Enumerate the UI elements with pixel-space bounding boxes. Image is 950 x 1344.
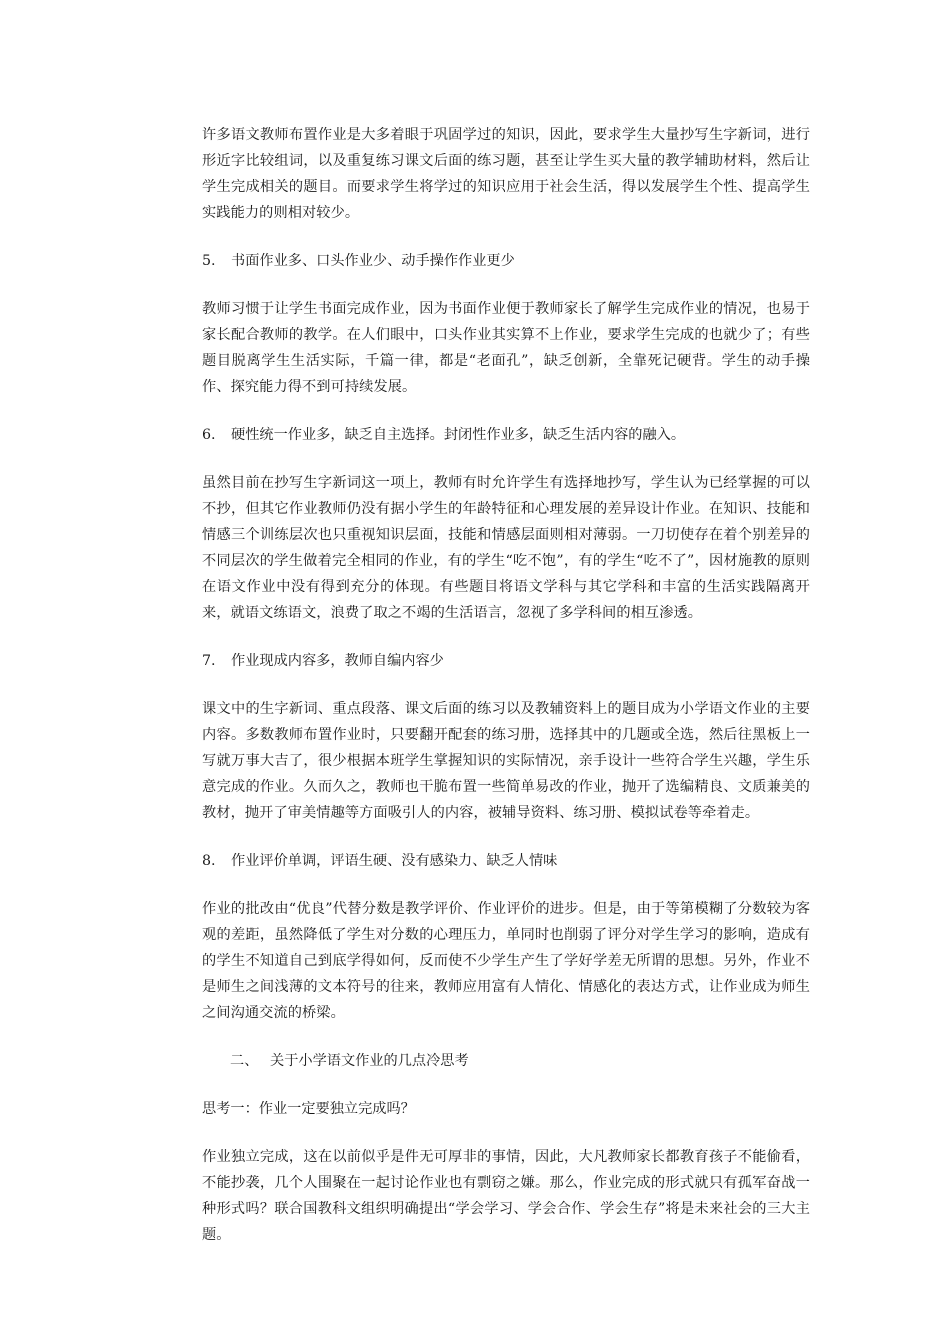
item-heading-6 <box>202 422 810 448</box>
paragraph-reflection-1: 作业独立完成，这在以前似乎是件无可厚非的事情，因此，大凡教师家长都教育孩子不能偷看，不能抄袭，几个人围聚在一起讨论作业也有剽窃之嫌。那么，作业完成的形式就只有孤军奋战一种形式吗？联合国教科文组织明确提出“学会学习、学会合作、学会生存”将是未来社会的三大主题。 <box>202 1149 810 1243</box>
item-heading-8 <box>202 848 810 874</box>
paragraph-6: 虽然目前在抄写生字新词这一项上，教师有时允许学生有选择地抄写，学生认为已经掌握的可以不抄，但其它作业教师仍没有据小学生的年龄特征和心理发展的差异设计作业。在知识、技能和情感三个训练层次也只重视知识层面，技能和情感层面则相对薄弱。一刀切使存在着个别差异的不同层次的学生做着完全相同的作业，有的学生“吃不饱”，有的学生“吃不了”，因材施教的原则在语文作业中没有得到充分的体现。有些题目将语文学科与其它学科和丰富的生活实践隔离开来，就语文练语文，浪费了取之不竭的生活语言，忽视了多学科间的相互渗透。 <box>202 475 810 621</box>
section-heading-2 <box>202 1048 810 1074</box>
item-title: 作业评价单调，评语生硬、没有感染力、缺乏人情味 <box>231 853 558 869</box>
paragraph-8: 作业的批改由“优良”代替分数是教学评价、作业评价的进步。但是，由于等第模糊了分数较为客观的差距，虽然降低了学生对分数的心理压力，单同时也削弱了评分对学生学习的影响，造成有的学生不知道自己到底学得如何，反而使不少学生产生了学好学差无所谓的思想。另外，作业不是师生之间浅薄的文本符号的往来，教师应用富有人情化、情感化的表达方式，让作业成为师生之间沟通交流的桥梁。 <box>202 901 810 1021</box>
paragraph-intro: 许多语文教师布置作业是大多着眼于巩固学过的知识，因此，要求学生大量抄写生字新词，进行形近字比较组词，以及重复练习课文后面的练习题，甚至让学生买大量的教学辅助材料，然后让学生完成相关的题目。而要求学生将学过的知识应用于社会生活，得以发展学生个性、提高学生实践能力的则相对较少。 <box>202 127 810 221</box>
section-number: 二、 <box>230 1053 259 1069</box>
item-heading-7 <box>202 648 810 674</box>
document-body <box>202 122 810 1248</box>
item-title: 作业现成内容多，教师自编内容少 <box>231 653 444 669</box>
item-number: 6. <box>202 427 216 443</box>
item-number: 8. <box>202 853 216 869</box>
item-title: 书面作业多、口头作业少、动手操作作业更少 <box>231 253 515 269</box>
item-number: 5. <box>202 253 216 269</box>
item-heading-5 <box>202 248 810 274</box>
item-title: 硬性统一作业多，缺乏自主选择。封闭性作业多，缺乏生活内容的融入。 <box>231 427 686 443</box>
section-title: 关于小学语文作业的几点冷思考 <box>270 1053 469 1069</box>
reflection-heading-1: 思考一：作业一定要独立完成吗？ <box>202 1101 415 1117</box>
item-number: 7. <box>202 653 216 669</box>
paragraph-7: 课文中的生字新词、重点段落、课文后面的练习以及教辅资料上的题目成为小学语文作业的主要内容。多数教师布置作业时，只要翻开配套的练习册，选择其中的几题或全选，然后往黑板上一写就万事大吉了，很少根据本班学生掌握知识的实际情况，亲手设计一些符合学生兴趣，学生乐意完成的作业。久而久之，教师也干脆布置一些简单易改的作业，抛开了选编精良、文质兼美的教材，抛开了审美情趣等方面吸引人的内容，被辅导资料、练习册、模拟试卷等牵着走。 <box>202 701 810 821</box>
paragraph-5: 教师习惯于让学生书面完成作业，因为书面作业便于教师家长了解学生完成作业的情况，也易于家长配合教师的教学。在人们眼中，口头作业其实算不上作业，要求学生完成的也就少了；有些题目脱离学生生活实际，千篇一律，都是“老面孔”，缺乏创新，全靠死记硬背。学生的动手操作、探究能力得不到可持续发展。 <box>202 301 810 395</box>
